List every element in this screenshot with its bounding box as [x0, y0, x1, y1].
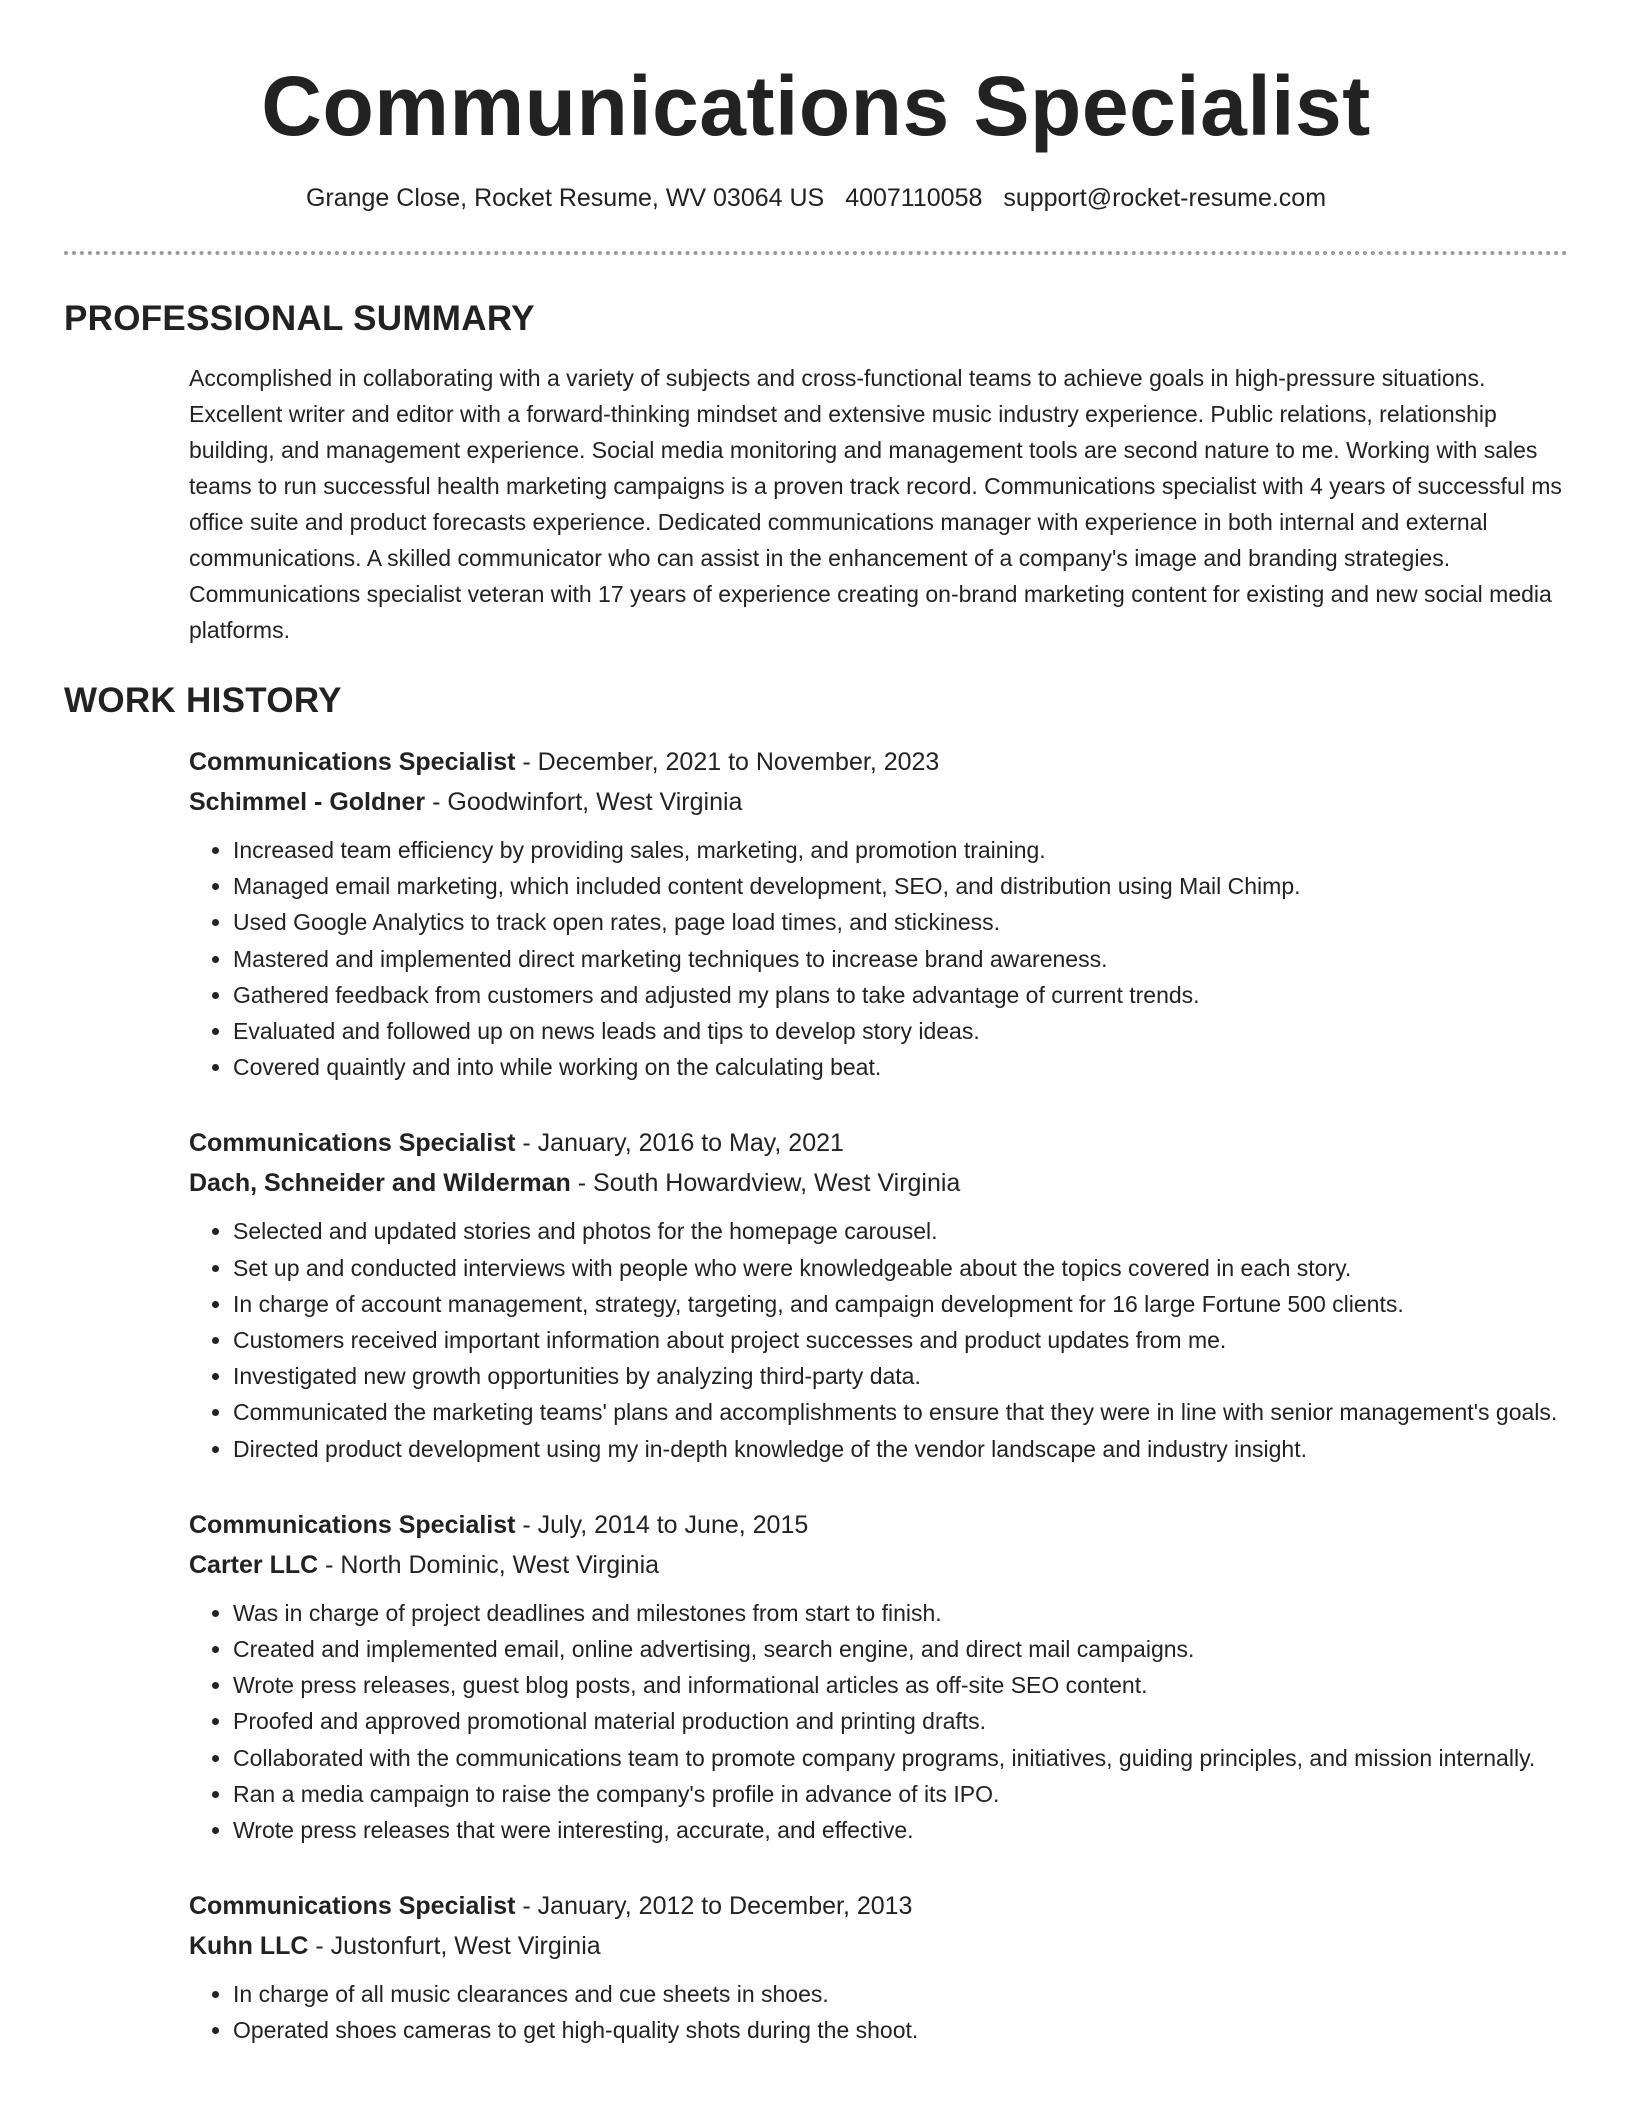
job-entry [189, 1123, 1568, 1466]
resume-header [0, 0, 1632, 214]
job-bullet: • Gathered feedback from customers and adjusted my plans to take advantage of current trends. [233, 977, 1568, 1013]
job-bullet: • In charge of account management, strategy, targeting, and campaign development for 16 large Fortune 500 clients. [233, 1286, 1568, 1322]
job-title-line [189, 742, 1568, 782]
job-bullet: • In charge of all music clearances and cue sheets in shoes. [233, 1976, 1568, 2012]
job-role: Communications Specialist [189, 748, 516, 776]
job-title-line [189, 1505, 1568, 1545]
job-bullet: • Mastered and implemented direct marketing techniques to increase brand awareness. [233, 941, 1568, 977]
job-dates: - January, 2012 to December, 2013 [515, 1892, 913, 1921]
summary-heading: PROFESSIONAL SUMMARY [64, 299, 535, 338]
job-company-line [189, 1545, 1568, 1585]
job-bullet: • Investigated new growth opportunities by analyzing third-party data. [233, 1358, 1568, 1394]
job-bullet-list [189, 1213, 1568, 1466]
job-bullet: • Wrote press releases that were interesting, accurate, and effective. [233, 1812, 1568, 1848]
candidate-name: Communications Specialist [261, 59, 1371, 153]
job-title-line [189, 1123, 1568, 1163]
job-bullet-list [189, 1595, 1568, 1848]
header-divider [64, 251, 1568, 255]
job-bullet: • Directed product development using my in-depth knowledge of the vendor landscape and industry insight. [233, 1431, 1568, 1467]
job-bullet: • Communicated the marketing teams' plans and accomplishments to ensure that they were in line with senior management's goals. [233, 1394, 1568, 1430]
work-history-section [64, 680, 1568, 2049]
job-entry [189, 1505, 1568, 1848]
job-bullet: • Managed email marketing, which included content development, SEO, and distribution using Mail Chimp. [233, 868, 1568, 904]
job-entry [189, 742, 1568, 1085]
job-bullet: • Increased team efficiency by providing sales, marketing, and promotion training. [233, 832, 1568, 868]
job-company: Carter LLC [189, 1550, 319, 1579]
job-bullet: • Customers received important information about project successes and product updates from me. [233, 1322, 1568, 1358]
job-bullet: • Set up and conducted interviews with people who were knowledgeable about the topics covered in each story. [233, 1250, 1568, 1286]
job-bullet-list [189, 832, 1568, 1085]
contact-email: support@rocket-resume.com [1003, 184, 1327, 212]
job-bullet: • Wrote press releases, guest blog posts, and informational articles as off-site SEO content. [233, 1667, 1568, 1703]
job-title-line [189, 1886, 1568, 1926]
job-bullet: • Covered quaintly and into while working on the calculating beat. [233, 1049, 1568, 1085]
job-entry [189, 1886, 1568, 2048]
job-dates: - July, 2014 to June, 2015 [515, 1510, 809, 1539]
work-history-heading: WORK HISTORY [64, 681, 342, 720]
job-bullet-list [189, 1976, 1568, 2048]
job-list [64, 742, 1568, 2049]
summary-text: Accomplished in collaborating with a variety of subjects and cross-functional teams to achieve goals in high-pressure situations. Excellent writer and editor with a forward-thinking mindset and extensive music industry experience. Public relations, relationship building, and management experience. Social media monitoring and management tools are second nature to me. Working with sales teams to run successful health marketing campaigns is a proven track record. Communications specialist with 4 years of successful ms office suite and product forecasts experience. Dedicated communications manager with experience in both internal and external communications. A skilled communicator who can assist in the enhancement of a company's image and branding strategies. Communications specialist veteran with 17 years of experience creating on-brand marketing content for existing and new social media platforms. [189, 365, 1562, 643]
job-bullet: • Selected and updated stories and photos for the homepage carousel. [233, 1213, 1568, 1249]
job-bullet: • Created and implemented email, online advertising, search engine, and direct mail campaigns. [233, 1631, 1568, 1667]
job-bullet: • Proofed and approved promotional material production and printing drafts. [233, 1703, 1568, 1739]
job-location: - Goodwinfort, West Virginia [425, 788, 743, 816]
job-location: - South Howardview, West Virginia [570, 1169, 961, 1198]
job-bullet: • Was in charge of project deadlines and milestones from start to finish. [233, 1595, 1568, 1631]
contact-phone: 4007110058 [845, 184, 983, 212]
contact-address: Grange Close, Rocket Resume, WV 03064 US [305, 184, 825, 212]
job-role: Communications Specialist [189, 1510, 516, 1539]
job-dates: - January, 2016 to May, 2021 [515, 1129, 844, 1158]
job-location: - Justonfurt, West Virginia [308, 1932, 601, 1961]
job-role: Communications Specialist [189, 1129, 516, 1158]
job-bullet: • Operated shoes cameras to get high-quality shots during the shoot. [233, 2012, 1568, 2048]
job-role: Communications Specialist [189, 1892, 516, 1921]
job-company: Kuhn LLC [189, 1932, 309, 1961]
job-company-line [189, 782, 1568, 822]
professional-summary-section [64, 298, 1568, 648]
contact-line [0, 182, 1632, 214]
job-location: - North Dominic, West Virginia [318, 1550, 660, 1579]
job-company: Dach, Schneider and Wilderman [189, 1169, 571, 1198]
job-company-line [189, 1163, 1568, 1203]
job-company-line [189, 1926, 1568, 1966]
job-bullet: • Used Google Analytics to track open rates, page load times, and stickiness. [233, 904, 1568, 940]
job-dates: - December, 2021 to November, 2023 [515, 748, 940, 776]
job-bullet: • Collaborated with the communications team to promote company programs, initiatives, guiding principles, and mission internally. [233, 1740, 1568, 1776]
job-bullet: • Ran a media campaign to raise the company's profile in advance of its IPO. [233, 1776, 1568, 1812]
job-bullet: • Evaluated and followed up on news leads and tips to develop story ideas. [233, 1013, 1568, 1049]
job-company: Schimmel - Goldner [189, 788, 426, 816]
